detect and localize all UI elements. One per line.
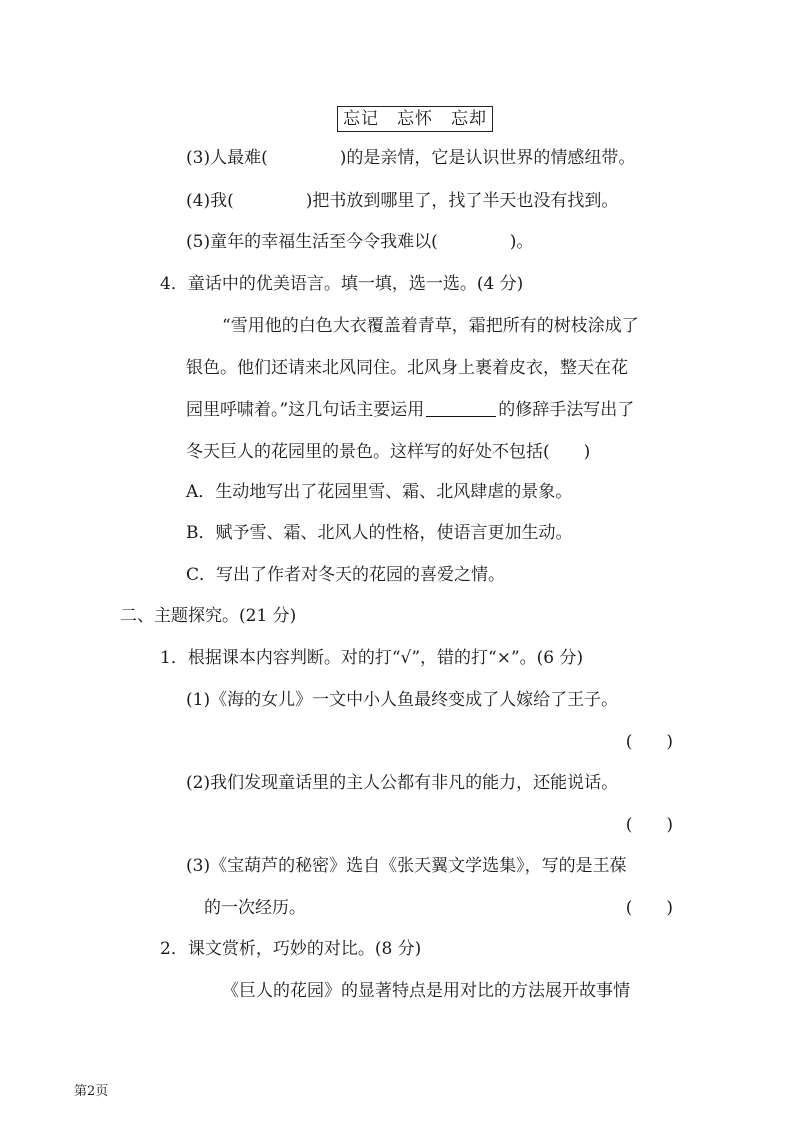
option-c: C．写出了作者对冬天的花园的喜爱之情。 (186, 565, 506, 585)
section-2-heading: 二、主题探究。(21 分) (120, 606, 297, 626)
question-3-item-3 (186, 146, 635, 170)
passage-line-3-after: 的修辞手法写出了 (498, 400, 635, 420)
item-5-text-after: )。 (509, 232, 534, 252)
judgement-item-2: (2)我们发现童话里的主人公都有非凡的能力，还能说话。 (186, 773, 619, 793)
passage-line-2: 银色。他们还请来北风同住。北风身上裹着皮衣，整天在花 (186, 358, 628, 378)
judgement-answer-3[interactable]: ( ) (625, 898, 673, 918)
section-2-question-1-heading: 1．根据课本内容判断。对的打“√”，错的打“×”。(6 分) (160, 648, 584, 668)
judgement-item-1: (1)《海的女儿》一文中小人鱼最终变成了人嫁给了王子。 (186, 690, 619, 710)
option-b: B．赋予雪、霜、北风人的性格，使语言更加生动。 (186, 523, 573, 543)
question-3-item-5 (186, 230, 533, 254)
judgement-item-3-line-1: (3)《宝葫芦的秘密》选自《张天翼文学选集》，写的是王葆 (186, 856, 627, 876)
page-number: 第2页 (74, 1084, 109, 1099)
passage-line-4: 冬天巨人的花园里的景色。这样写的好处不包括( ) (186, 442, 591, 462)
passage-line-3-before: 园里呼啸着。”这几句话主要运用 (186, 400, 425, 420)
judgement-item-3-line-2: 的一次经历。 (204, 898, 306, 918)
question-4-heading: 4．童话中的优美语言。填一填，选一选。(4 分) (160, 274, 524, 294)
option-a: A．生动地写出了花园里雪、霜、北风肆虐的景象。 (186, 482, 573, 502)
item-3-text-after: )的是亲情，它是认识世界的情感纽带。 (339, 148, 636, 168)
item-4-text-before: (4)我( (186, 191, 234, 211)
section-2-question-2-heading: 2．课文赏析，巧妙的对比。(8 分) (160, 939, 422, 959)
item-3-text-before: (3)人最难( (186, 148, 268, 168)
judgement-answer-1[interactable]: ( ) (625, 732, 673, 752)
word-choice-box: 忘记 忘怀 忘却 (337, 106, 493, 132)
passage-line-1: “雪用他的白色大衣覆盖着青草，霜把所有的树枝涂成了 (222, 316, 639, 336)
passage-line-3 (186, 398, 634, 422)
item-4-text-after: )把书放到哪里了，找了半天也没有找到。 (305, 191, 619, 211)
appreciation-passage-line-1: 《巨人的花园》的显著特点是用对比的方法展开故事情 (222, 981, 630, 1001)
item-5-text-before: (5)童年的幸福生活至今令我难以( (186, 232, 438, 252)
judgement-answer-2[interactable]: ( ) (625, 815, 673, 835)
question-3-item-4 (186, 189, 618, 213)
rhetoric-answer-blank[interactable] (426, 398, 496, 417)
